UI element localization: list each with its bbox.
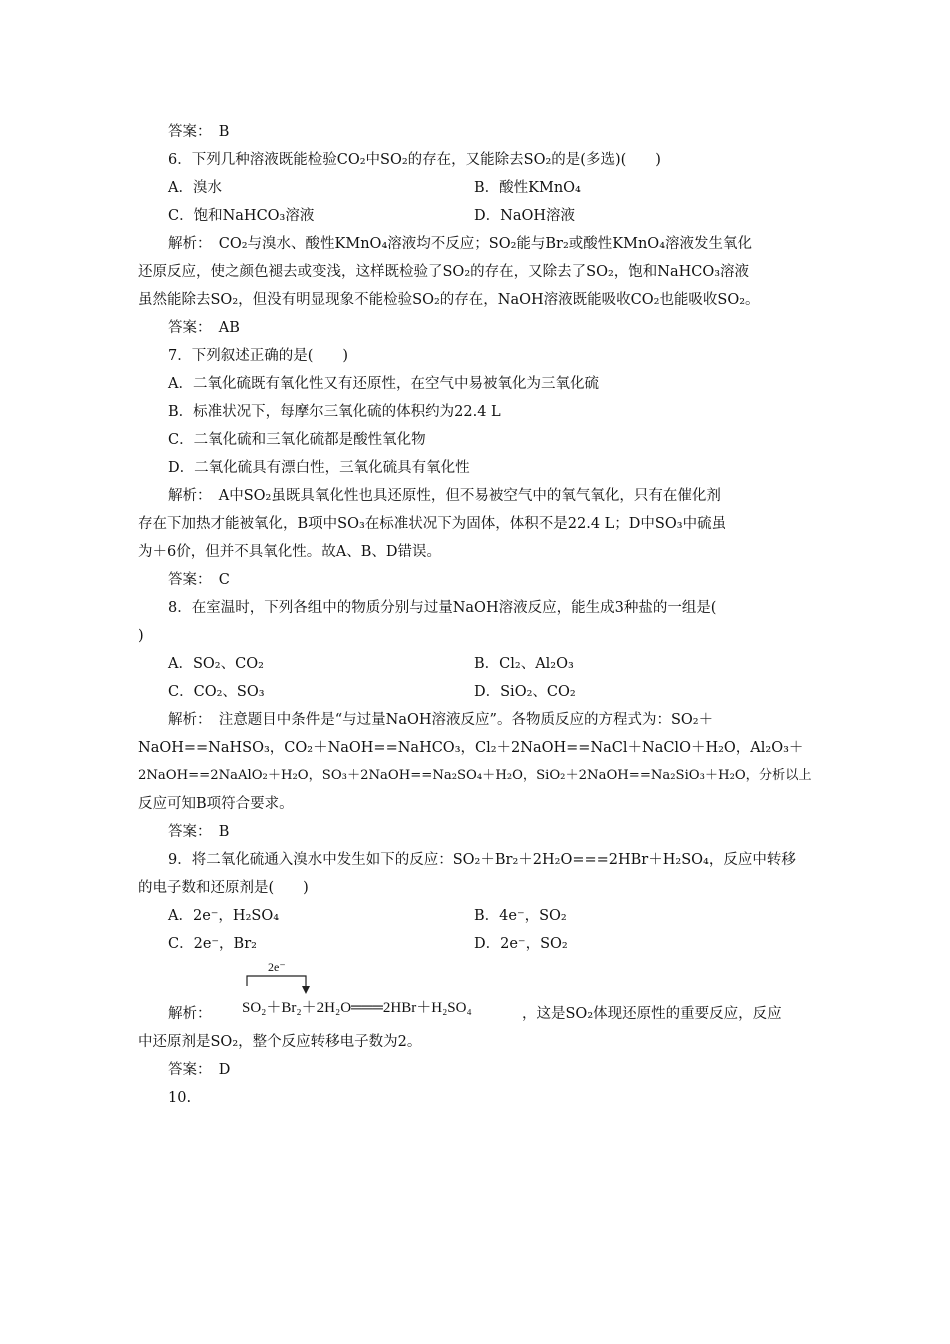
option-6b: B．酸性KMnO₄ [474,180,581,196]
analysis-7-line3: 为＋6价，但并不具氧化性。故A、B、D错误。 [138,544,441,560]
question-6: 6．下列几种溶液既能检验CO₂中SO₂的存在，又能除去SO₂的是(多选)( ) [168,152,661,168]
analysis-8-line2: NaOH==NaHSO₃，CO₂＋NaOH==NaHCO₃，Cl₂＋2NaOH==NaCl＋NaClO＋H₂O，Al₂O₃＋ [138,740,804,756]
reaction-equation: SO₂＋Br₂＋2H₂O═══2HBr＋H₂SO₄ [242,1000,472,1016]
question-9-line2: 的电子数和还原剂是( ) [138,880,309,896]
option-9b: B．4e⁻，SO₂ [474,908,567,924]
answer-q8: 答案： B [168,824,230,840]
analysis-6-line1: 解析： CO₂与溴水、酸性KMnO₄溶液均不反应；SO₂能与Br₂或酸性KMnO₄溶液发生氧化 [168,236,753,252]
analysis-6-line3: 虽然能除去SO₂，但没有明显现象不能检验SO₂的存在，NaOH溶液既能吸收CO₂也能吸收SO₂。 [138,292,760,308]
analysis-8-line3: 2NaOH==2NaAlO₂＋H₂O，SO₃＋2NaOH==Na₂SO₄＋H₂O，SiO₂＋2NaOH==Na₂SiO₃＋H₂O，分析以上 [138,768,812,783]
option-8a: A．SO₂、CO₂ [168,656,264,672]
question-10: 10. [168,1090,192,1106]
analysis-6-line2: 还原反应，使之颜色褪去或变浅，这样既检验了SO₂的存在，又除去了SO₂，饱和NaHCO₃溶液 [138,264,750,280]
option-8c: C．CO₂、SO₃ [168,684,265,700]
option-8d: D．SiO₂、CO₂ [474,684,576,700]
option-9c: C．2e⁻，Br₂ [168,936,257,952]
answer-q5: 答案： B [168,124,230,140]
answer-q9: 答案： D [168,1062,231,1078]
option-9a: A．2e⁻，H₂SO₄ [168,908,280,924]
analysis-9-label: 解析： [168,1006,212,1022]
analysis-9-line1: ，这是SO₂体现还原性的重要反应，反应 [522,1006,782,1022]
electron-bracket [247,976,306,990]
electron-arrow-head [302,986,310,994]
option-7d: D．二氧化硫具有漂白性，三氧化硫具有氧化性 [168,460,470,476]
electron-label: 2e⁻ [268,960,286,974]
question-8: 8．在室温时，下列各组中的物质分别与过量NaOH溶液反应，能生成3种盐的一组是( [168,600,717,616]
option-6a: A．溴水 [168,180,222,196]
analysis-9-line2: 中还原剂是SO₂，整个反应转移电子数为2。 [138,1034,422,1050]
electron-transfer-equation [240,956,520,1022]
answer-q7: 答案： C [168,572,230,588]
option-7a: A．二氧化硫既有氧化性又有还原性，在空气中易被氧化为三氧化硫 [168,376,599,392]
question-7: 7．下列叙述正确的是( ) [168,348,349,364]
option-9d: D．2e⁻，SO₂ [474,936,568,952]
option-6c: C．饱和NaHCO₃溶液 [168,208,315,224]
answer-q6: 答案： AB [168,320,240,336]
option-7c: C．二氧化硫和三氧化硫都是酸性氧化物 [168,432,426,448]
option-6d: D．NaOH溶液 [474,208,575,224]
option-7b: B．标准状况下，每摩尔三氧化硫的体积约为22.4 L [168,404,501,420]
option-8b: B．Cl₂、Al₂O₃ [474,656,574,672]
analysis-8-line1: 解析： 注意题目中条件是“与过量NaOH溶液反应”。各物质反应的方程式为：SO₂＋ [168,712,714,728]
question-8-paren: ) [138,628,144,644]
analysis-7-line2: 存在下加热才能被氧化，B项中SO₃在标准状况下为固体，体积不是22.4 L；D中SO₃中硫虽 [138,516,727,532]
analysis-8-line4: 反应可知B项符合要求。 [138,796,294,812]
question-9: 9．将二氧化硫通入溴水中发生如下的反应：SO₂＋Br₂＋2H₂O===2HBr＋H₂SO₄，反应中转移 [168,852,796,868]
analysis-7-line1: 解析： A中SO₂虽既具氧化性也具还原性，但不易被空气中的氧气氧化，只有在催化剂 [168,488,721,504]
